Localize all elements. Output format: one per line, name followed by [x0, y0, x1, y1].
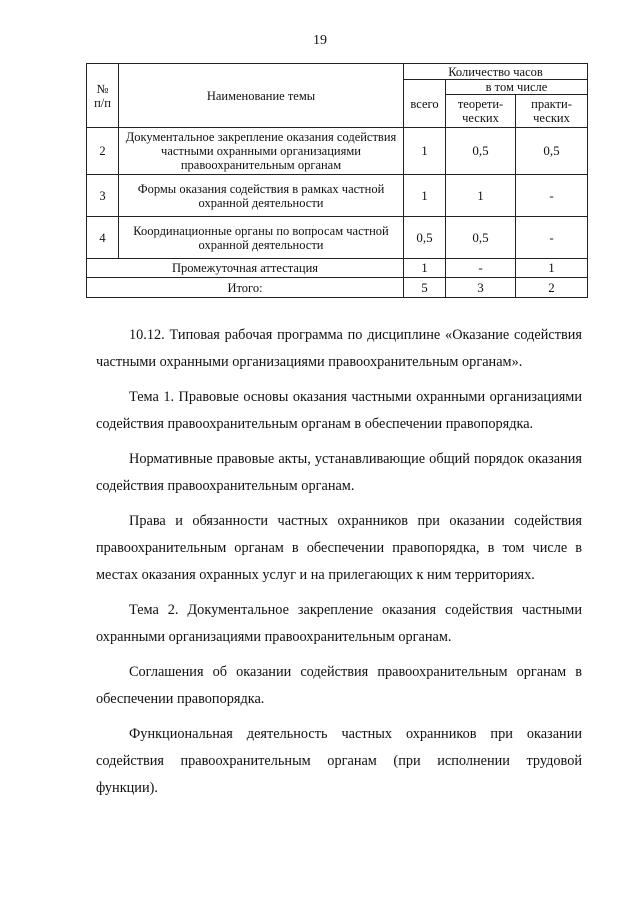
row-theory: 0,5	[446, 128, 516, 175]
row-theory: 1	[446, 175, 516, 217]
header-hours: Количество часов	[404, 64, 588, 80]
totals-theory: 3	[446, 278, 516, 298]
header-total: всего	[404, 80, 446, 128]
body-text	[96, 322, 582, 810]
table-row	[87, 217, 588, 259]
paragraph-topic-1: Тема 1. Правовые основы оказания частными охранными организациями содействия правоохранительным органам в обеспечении правопорядка.	[96, 389, 582, 432]
paragraph: Функциональная деятельность частных охранников при оказании содействия правоохранительным органам (при исполнении трудовой функции).	[96, 726, 582, 796]
totals-practice: 2	[516, 278, 588, 298]
paragraph: Права и обязанности частных охранников при оказании содействия правоохранительным органам в обеспечении правопорядка, в том числе в местах оказания охранных услуг и на прилегающих к ним территориях.	[96, 513, 582, 583]
row-total: 1	[404, 128, 446, 175]
intermediate-label: Промежуточная аттестация	[87, 259, 404, 278]
paragraph: Нормативные правовые акты, устанавливающие общий порядок оказания содействия правоохранительным органам.	[96, 451, 582, 494]
totals-label: Итого:	[87, 278, 404, 298]
totals-total: 5	[404, 278, 446, 298]
header-num: № п/п	[87, 64, 119, 128]
table-row	[87, 128, 588, 175]
intermediate-total: 1	[404, 259, 446, 278]
table-row	[87, 175, 588, 217]
row-num: 3	[87, 175, 119, 217]
paragraph: Соглашения об оказании содействия правоохранительным органам в обеспечении правопорядка.	[96, 664, 582, 707]
header-including: в том числе	[446, 80, 588, 95]
paragraph-topic-2: Тема 2. Документальное закрепление оказания содействия частными охранными организациями правоохранительным органам.	[96, 602, 582, 645]
row-name: Координационные органы по вопросам частной охранной деятельности	[119, 217, 404, 259]
header-name: Наименование темы	[119, 64, 404, 128]
intermediate-attestation-row	[87, 259, 588, 278]
row-practice: -	[516, 217, 588, 259]
row-num: 2	[87, 128, 119, 175]
intermediate-practice: 1	[516, 259, 588, 278]
row-total: 1	[404, 175, 446, 217]
header-practice: практи-ческих	[516, 95, 588, 128]
row-name: Формы оказания содействия в рамках частной охранной деятельности	[119, 175, 404, 217]
row-num: 4	[87, 217, 119, 259]
hours-table	[86, 63, 588, 298]
row-total: 0,5	[404, 217, 446, 259]
row-practice: 0,5	[516, 128, 588, 175]
intermediate-theory: -	[446, 259, 516, 278]
totals-row	[87, 278, 588, 298]
row-practice: -	[516, 175, 588, 217]
paragraph-program-title: 10.12. Типовая рабочая программа по дисциплине «Оказание содействия частными охранными организациями правоохранительным органам».	[96, 327, 582, 370]
row-name: Документальное закрепление оказания содействия частными охранными организациями правоохранительным органам	[119, 128, 404, 175]
page-number: 19	[313, 33, 327, 48]
header-theory: теорети-ческих	[446, 95, 516, 128]
row-theory: 0,5	[446, 217, 516, 259]
